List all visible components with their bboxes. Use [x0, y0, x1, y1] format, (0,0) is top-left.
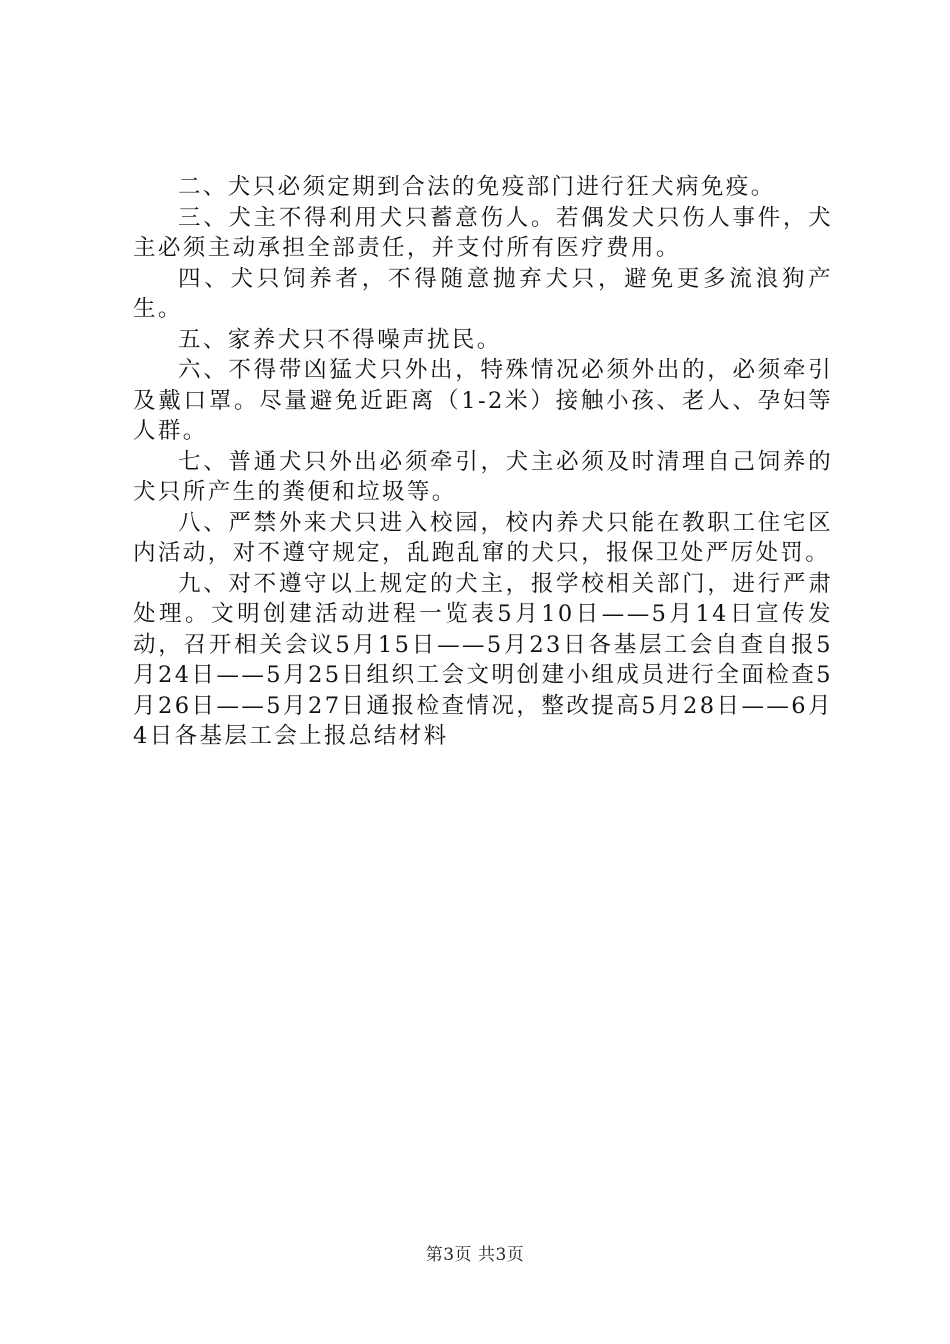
paragraph-rule-6: 六、不得带凶猛犬只外出，特殊情况必须外出的，必须牵引及戴口罩。尽量避免近距离（1-2米）接触小孩、老人、孕妇等人群。 — [133, 357, 833, 444]
paragraph-rule-7: 七、普通犬只外出必须牵引，犬主必须及时清理自己饲养的犬只所产生的粪便和垃圾等。 — [133, 448, 833, 505]
paragraph-rule-8: 八、严禁外来犬只进入校园，校内养犬只能在教职工住宅区内活动，对不遵守规定，乱跑乱窜的犬只，报保卫处严厉处罚。 — [133, 509, 833, 566]
paragraph-rule-4: 四、犬只饲养者，不得随意抛弃犬只，避免更多流浪狗产生。 — [133, 265, 833, 322]
document-body — [133, 172, 833, 752]
page-number-footer: 第3页 共3页 — [425, 1245, 525, 1265]
paragraph-rule-9: 九、对不遵守以上规定的犬主，报学校相关部门，进行严肃处理。文明创建活动进程一览表5月10日——5月14日宣传发动，召开相关会议5月15日——5月23日各基层工会自查自报5月24日——5月25日组织工会文明创建小组成员进行全面检查5月26日——5月27日通报检查情况，整改提高5月28日——6月4日各基层工会上报总结材料 — [133, 570, 833, 749]
paragraph-rule-3: 三、犬主不得利用犬只蓄意伤人。若偶发犬只伤人事件，犬主必须主动承担全部责任，并支付所有医疗费用。 — [133, 204, 833, 261]
paragraph-rule-5: 五、家养犬只不得噪声扰民。 — [178, 326, 502, 353]
paragraph-rule-2: 二、犬只必须定期到合法的免疫部门进行狂犬病免疫。 — [178, 174, 776, 200]
